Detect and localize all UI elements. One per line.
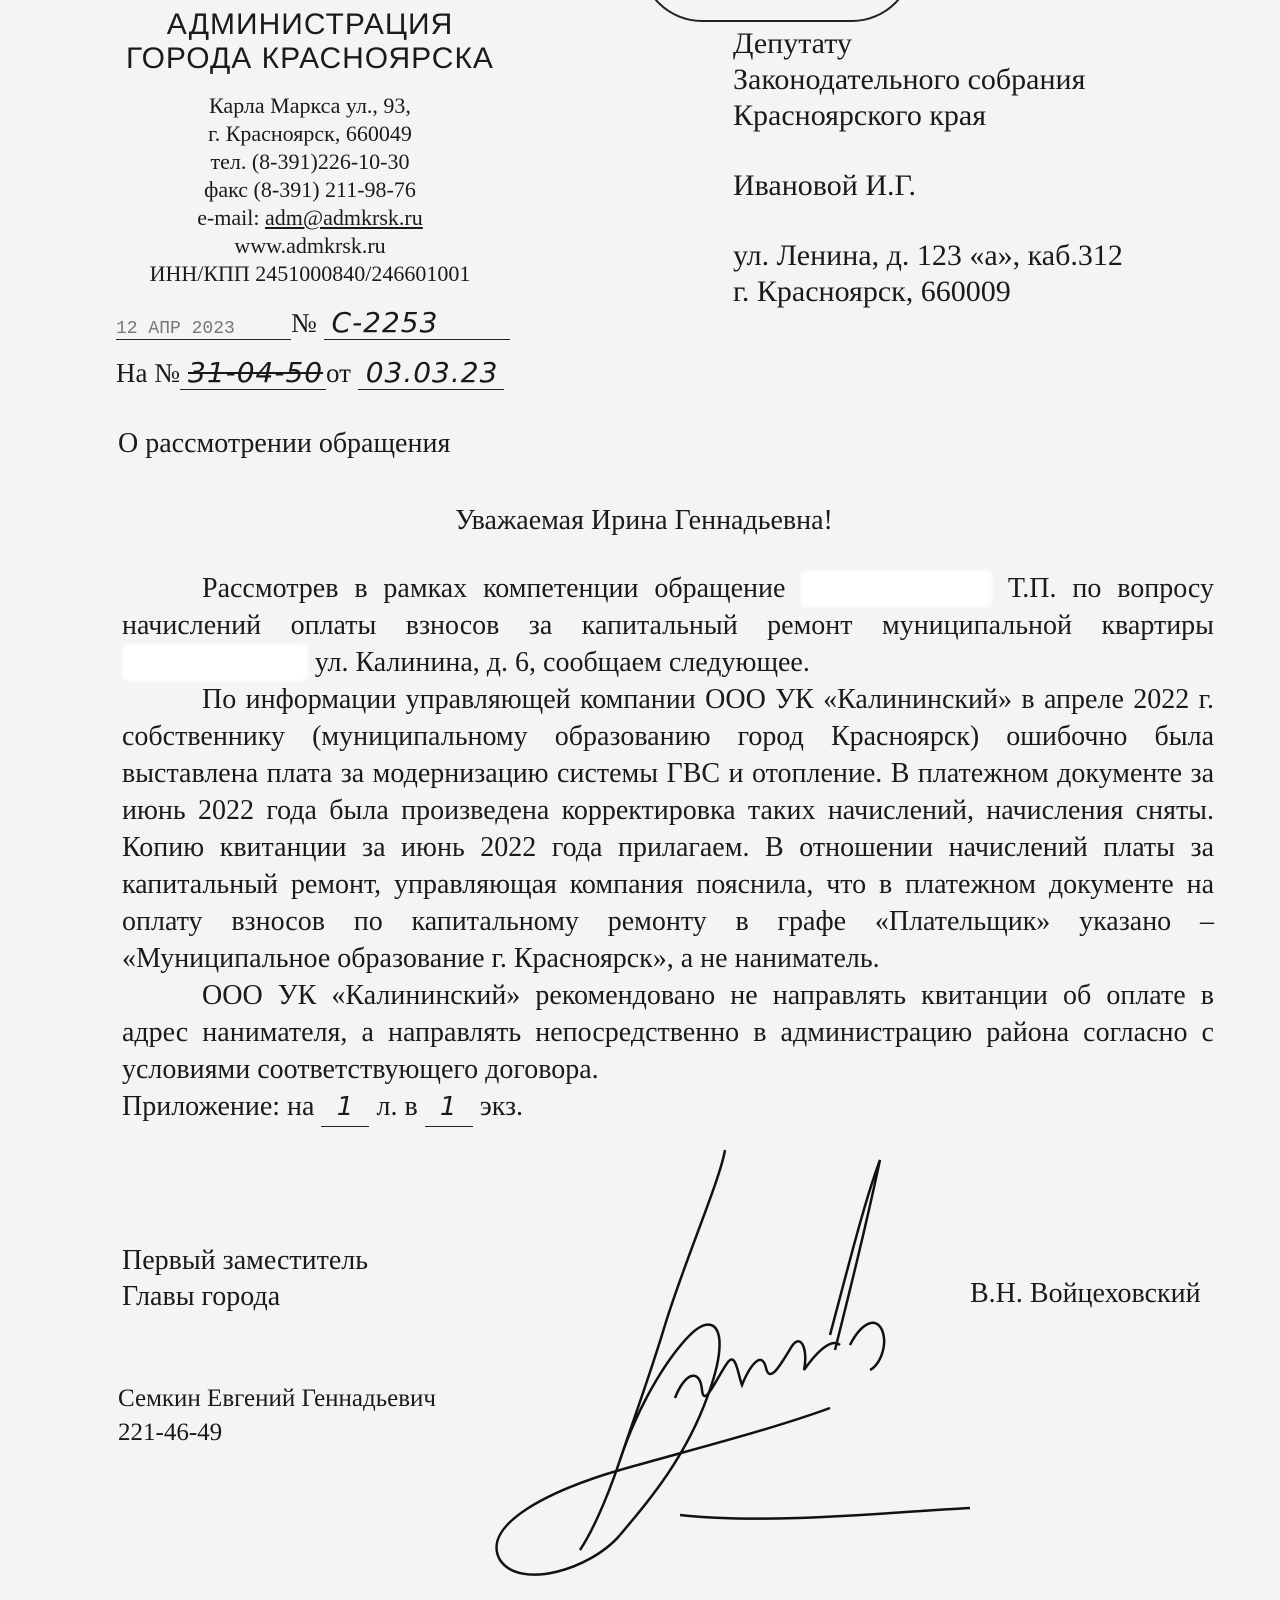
- signer-position: [122, 1243, 368, 1315]
- org-email-value: adm@admkrsk.ru: [265, 205, 423, 230]
- signer-position-line1: Первый заместитель: [122, 1245, 369, 1276]
- org-email-label: e-mail:: [197, 205, 266, 230]
- registration-number-label: №: [291, 308, 317, 338]
- org-address-city: г. Красноярск, 660049: [208, 121, 412, 146]
- registration-number-handwritten: С-2253: [324, 306, 510, 340]
- registration-date-stamp: 12 АПР 2023: [116, 319, 291, 340]
- addressee-street: ул. Ленина, д. 123 «а», каб.312: [733, 239, 1123, 272]
- attachment-mid: л. в: [369, 1091, 425, 1122]
- body-paragraph-1: [122, 570, 1214, 681]
- signer-position-line2: Главы города: [122, 1281, 281, 1312]
- attachment-sheets-handwritten: 1: [321, 1089, 369, 1127]
- body-p1-text-b: Т.П. по вопросу начислений оплаты взносов за капитальный ремонт муниципальной квартиры: [122, 573, 1214, 641]
- signer-name: В.Н. Войцеховский: [970, 1278, 1201, 1309]
- executor-name: Семкин Евгений Геннадьевич: [118, 1385, 437, 1412]
- handwritten-signature: [470, 1140, 990, 1600]
- reference-date-handwritten: 03.03.23: [358, 356, 504, 390]
- org-name-line2: ГОРОДА КРАСНОЯРСКА: [126, 42, 494, 75]
- org-address-street: Карла Маркса ул., 93,: [209, 93, 411, 118]
- attachment-copies-handwritten: 1: [425, 1089, 473, 1127]
- reference-row: [116, 356, 504, 390]
- executor-block: [118, 1382, 436, 1450]
- redacted-apartment: [122, 644, 308, 681]
- addressee-block: [733, 26, 1253, 310]
- executor-phone: 221-46-49: [118, 1419, 223, 1446]
- attachment-end: экз.: [472, 1091, 523, 1122]
- addressee-name: Ивановой И.Г.: [733, 169, 916, 202]
- letterhead: [100, 8, 520, 288]
- letter-salutation: Уважаемая Ирина Геннадьевна!: [455, 505, 833, 536]
- attachment-line: [122, 1088, 1214, 1127]
- org-fax: факс (8-391) 211-98-76: [204, 177, 416, 202]
- body-p1-text-a: Рассмотрев в рамках компетенции обращение: [202, 573, 802, 604]
- addressee-org: Законодательного собрания: [733, 63, 1086, 96]
- org-name-line1: АДМИНИСТРАЦИЯ: [166, 8, 454, 41]
- reference-prefix: На №: [116, 358, 180, 388]
- registration-number-row: [116, 306, 510, 340]
- org-contacts: [100, 92, 520, 288]
- redacted-surname: [801, 570, 992, 607]
- org-phone: тел. (8-391)226-10-30: [210, 149, 410, 174]
- letter-body: [122, 570, 1214, 1127]
- addressee-city: г. Красноярск, 660009: [733, 275, 1011, 308]
- body-paragraph-3: ООО УК «Калининский» рекомендовано не направлять квитанции об оплате в адрес нанимателя, а направлять непосредственно в администрацию района согласно с условиями соответствующего договора.: [122, 980, 1214, 1085]
- letter-subject: О рассмотрении обращения: [118, 428, 451, 459]
- reference-number-handwritten: 31-04-50: [180, 356, 326, 390]
- addressee-region: Красноярского края: [733, 99, 987, 132]
- addressee-title: Депутату: [733, 27, 852, 60]
- body-paragraph-2: По информации управляющей компании ООО УК «Калининский» в апреле 2022 г. собственнику (муниципальному образованию город Красноярск) ошибочно была выставлена плата за модернизацию системы ГВС и отопление. В платежном документе за июнь 2022 года была произведена корректировка таких начислений, начисления сняты. Копию квитанции за июнь 2022 года прилагаем. В отношении начислений платы за капитальный ремонт, управляющая компания пояснила, что в платежном документе на оплату взносов по капитальному ремонту в графе «Плательщик» указано – «Муниципальное образование г. Красноярск», а не наниматель.: [122, 684, 1214, 974]
- org-website: www.admkrsk.ru: [234, 233, 386, 258]
- reference-from-label: от: [326, 358, 351, 388]
- body-p1-text-c: ул. Калинина, д. 6, сообщаем следующее.: [307, 647, 810, 678]
- org-email: [100, 204, 520, 232]
- stamp-arc-fragment: [640, 0, 914, 22]
- org-inn: ИНН/КПП 2451000840/246601001: [149, 261, 471, 286]
- attachment-label: Приложение: на: [122, 1091, 322, 1122]
